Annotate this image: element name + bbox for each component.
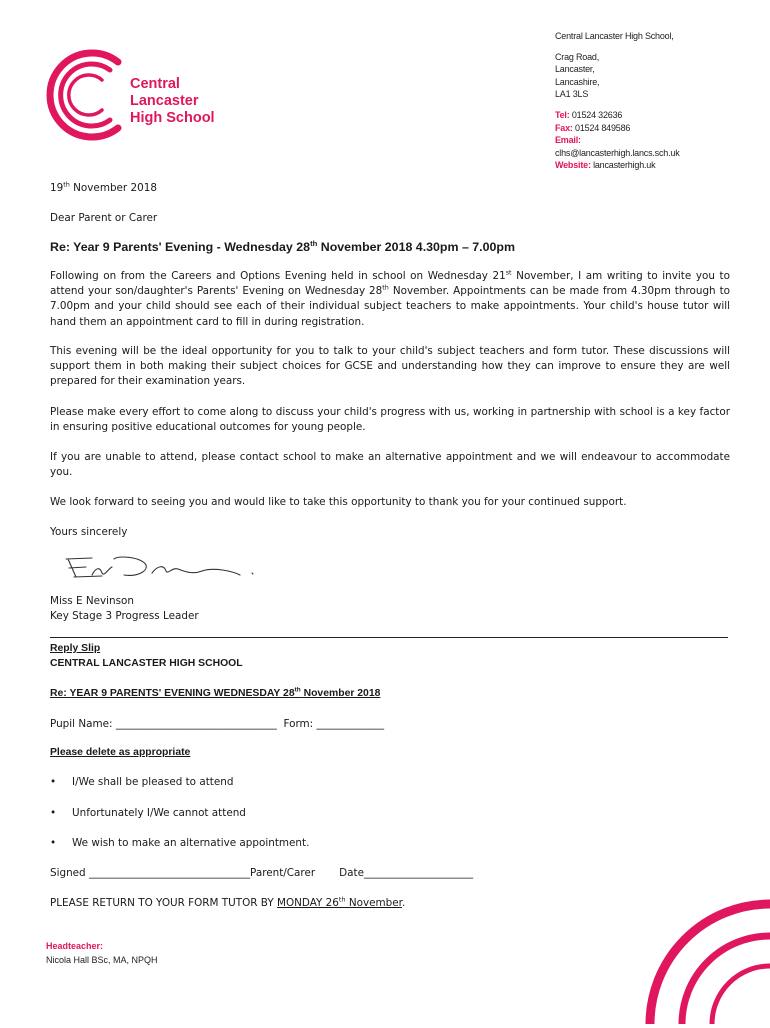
address-block <box>555 30 760 172</box>
corner-swoosh <box>620 878 770 1024</box>
option-alternative[interactable] <box>50 836 730 851</box>
salutation: Dear Parent or Carer <box>50 212 158 224</box>
form-label: Form: <box>276 718 317 730</box>
tel-line <box>555 109 760 122</box>
bullet-icon: • <box>50 807 57 819</box>
school-logo <box>40 40 250 150</box>
closing: Yours sincerely <box>50 526 128 538</box>
paragraph-4: If you are unable to attend, please contact school to make an alternative appointment and we will endeavour to accommodate you. <box>50 451 730 479</box>
logo-line-2: High School <box>130 110 215 126</box>
signature-field[interactable]: _______________________________ <box>88 867 251 879</box>
fax-line <box>555 122 760 135</box>
website-value[interactable]: lancasterhigh.uk <box>593 160 656 171</box>
signed-label: Signed <box>50 867 89 879</box>
bullet-icon: • <box>50 776 57 788</box>
pupil-name-field[interactable]: _______________________________ <box>115 718 277 730</box>
address-line: LA1 3LS <box>555 89 589 100</box>
address-line: Central Lancaster High School, <box>555 31 674 41</box>
reply-slip-re: Re: YEAR 9 PARENTS' EVENING WEDNESDAY 28th November 2018 <box>50 686 381 699</box>
address-line: Lancashire, <box>555 76 600 87</box>
paragraph-2: This evening will be the ideal opportunity for you to talk to your child's subject teachers and form tutor. These discussions will support them in both making their subject choices for GCSE and understanding how they can improve to ensure they are well prepared for their examination years. <box>50 345 730 388</box>
pupil-form-line <box>50 717 730 732</box>
signature-icon <box>62 553 272 585</box>
address-line: Crag Road, <box>555 51 600 62</box>
letter-date: 19th November 2018 <box>50 180 157 194</box>
website-line <box>555 159 760 172</box>
letter-heading: Re: Year 9 Parents' Evening - Wednesday 28th November 2018 4.30pm – 7.00pm <box>50 238 515 254</box>
date-field[interactable]: _____________________ <box>363 867 474 879</box>
delete-note: Please delete as appropriate <box>50 747 191 758</box>
logo-wordmark <box>130 76 250 127</box>
reply-slip-school: CENTRAL LANCASTER HIGH SCHOOL <box>50 658 243 669</box>
fax-value: 01524 849586 <box>575 122 631 133</box>
option-cannot-attend[interactable] <box>50 806 730 821</box>
parent-carer-label: Parent/Carer <box>250 867 316 879</box>
divider <box>50 637 728 638</box>
form-field[interactable]: _____________ <box>316 718 385 730</box>
return-instruction: PLEASE RETURN TO YOUR FORM TUTOR BY MONDAY 26th November. <box>50 895 406 909</box>
tel-label: Tel: <box>555 109 570 120</box>
logo-c-icon <box>40 40 130 150</box>
website-label: Website: <box>555 160 591 171</box>
headteacher-name: Nicola Hall BSc, MA, NPQH <box>46 955 158 965</box>
option-label: Unfortunately I/We cannot attend <box>72 807 246 819</box>
paragraph-1: Following on from the Careers and Options Evening held in school on Wednesday 21st November, I am writing to invite you to attend your son/daughter's Parents' Evening on Wednesday 28th November. Appointments can be made from 4.30pm through to 7.00pm and your child should see each of their individual subject teachers to make appointments. Your child's house tutor will hand them an appointment card to fill in during registration. <box>50 268 731 328</box>
signer-name: Miss E Nevinson <box>50 595 134 607</box>
date-label: Date <box>339 867 364 879</box>
option-attend[interactable] <box>50 775 730 790</box>
logo-line-1: Central Lancaster <box>130 76 199 109</box>
paragraph-5: We look forward to seeing you and would like to take this opportunity to thank you for your continued support. <box>50 496 627 508</box>
email-value[interactable]: clhs@lancasterhigh.lancs.sch.uk <box>555 147 680 158</box>
bullet-icon: • <box>50 837 57 849</box>
tel-value: 01524 32636 <box>571 109 623 120</box>
signature <box>62 553 272 585</box>
pupil-name-label: Pupil Name: <box>50 718 116 730</box>
headteacher-label: Headteacher: <box>46 941 104 951</box>
address-line: Lancaster, <box>555 64 595 75</box>
option-label: We wish to make an alternative appointment. <box>72 837 310 849</box>
reply-slip-title: Reply Slip <box>50 643 101 654</box>
option-label: I/We shall be pleased to attend <box>72 776 234 788</box>
return-deadline: MONDAY 26th November <box>277 895 402 909</box>
signer-role: Key Stage 3 Progress Leader <box>50 610 199 622</box>
fax-label: Fax: <box>555 122 573 133</box>
email-label: Email: <box>555 135 581 146</box>
paragraph-3: Please make every effort to come along to discuss your child's progress with us, working in partnership with school is a key factor in ensuring positive educational outcomes for young people. <box>50 406 730 434</box>
swoosh-icon <box>620 878 770 1024</box>
